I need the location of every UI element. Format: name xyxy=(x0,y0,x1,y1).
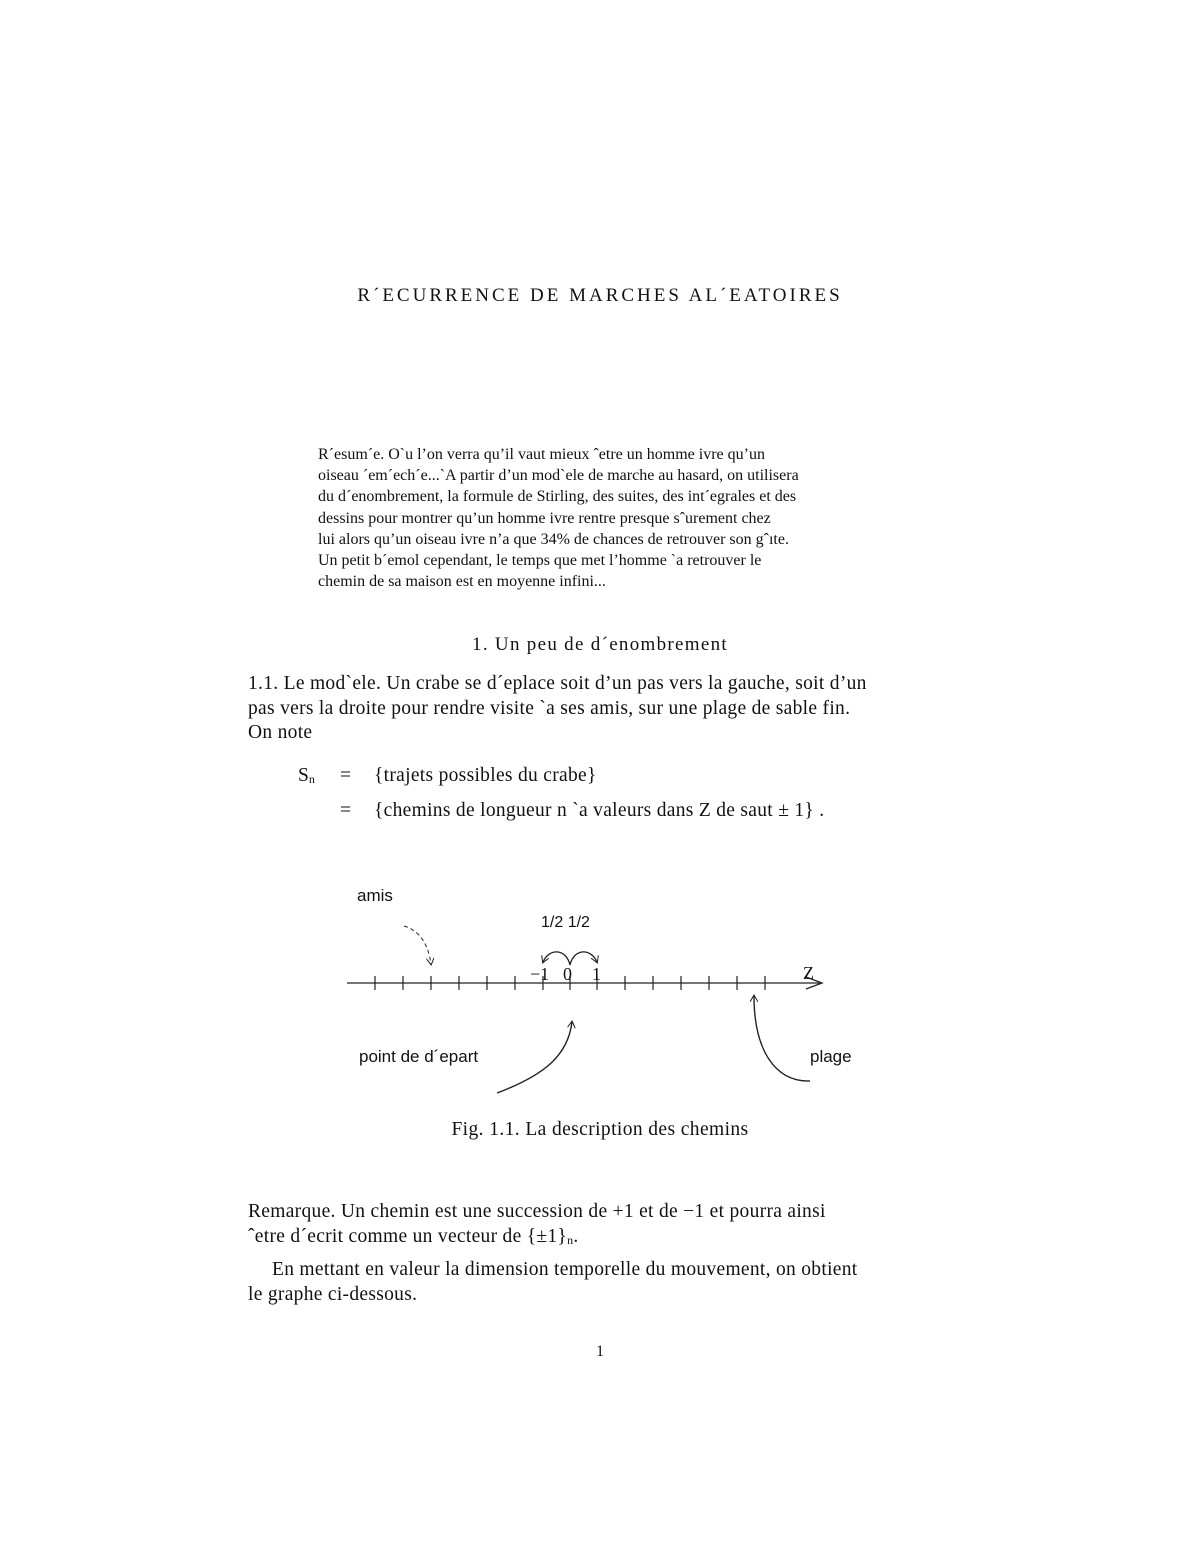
remark-end: . xyxy=(573,1225,579,1247)
equation-rhs-2: {chemins de longueur n `a valeurs dans Z de saut ± 1} . xyxy=(374,800,825,821)
paper-title: R´ECURRENCE DE MARCHES AL´EATOIRES xyxy=(357,285,843,306)
section-heading: 1. Un peu de d´enombrement xyxy=(472,634,728,655)
figure-label-amis: amis xyxy=(357,886,393,905)
axis-label-z: Z xyxy=(803,963,814,983)
page-number: 1 xyxy=(596,1343,604,1360)
remark-text: ˆetre d´ecrit comme un vecteur de {±1} xyxy=(248,1225,568,1247)
figure-label-probabilities: 1/2 1/2 xyxy=(541,914,590,931)
abstract-line: R´esum´e. O`u l’on verra qu’il vaut mieux ˆetre un homme ivre qu’un xyxy=(318,446,765,463)
paragraph-line: pas vers la droite pour rendre visite `a ses amis, sur une plage de sable fin. xyxy=(248,697,851,719)
equation-subscript: n xyxy=(308,772,315,786)
tick-label-minus-one: −1 xyxy=(530,964,550,984)
equation-equals-2: = xyxy=(340,800,351,821)
paragraph-line: 1.1. Le mod`ele. Un crabe se d´eplace soit d’un pas vers la gauche, soit d’un xyxy=(248,673,867,694)
abstract-line: chemin de sa maison est en moyenne infini... xyxy=(318,573,606,591)
abstract xyxy=(318,444,888,592)
abstract-line: dessins pour montrer qu’un homme ivre rentre presque sˆurement chez xyxy=(318,509,771,527)
equation-equals: = xyxy=(340,765,351,786)
paragraph-model xyxy=(248,672,867,746)
paragraph-line: le graphe ci-dessous. xyxy=(248,1283,418,1305)
paragraph-line: On note xyxy=(248,722,313,743)
plage-arrow xyxy=(754,996,810,1081)
abstract-line: du d´enombrement, la formule de Stirling, des suites, des int´egrales et des xyxy=(318,488,797,506)
figure-caption: Fig. 1.1. La description des chemins xyxy=(451,1119,749,1140)
remark-line xyxy=(248,1225,826,1253)
abstract-line: lui alors qu’un oiseau ivre n’a que 34% de chances de retrouver son gˆıte. xyxy=(318,530,789,548)
paragraph-temporal xyxy=(248,1258,858,1307)
paragraph-line: En mettant en valeur la dimension temporelle du mouvement, on obtient xyxy=(272,1259,858,1280)
abstract-line: oiseau ´em´ech´e...`A partir d’un mod`ele de marche au hasard, on utilisera xyxy=(318,467,799,485)
remark-line: Remarque. Un chemin est une succession de +1 et de −1 et pourra ainsi xyxy=(248,1201,826,1222)
paragraph-remark xyxy=(248,1200,826,1252)
figure-label-plage: plage xyxy=(810,1047,852,1066)
abstract-line: Un petit b´emol cependant, le temps que met l’homme `a retrouver le xyxy=(318,552,762,570)
tick-label-one: 1 xyxy=(592,964,601,984)
tick-label-zero: 0 xyxy=(563,964,572,984)
start-point-arrow xyxy=(497,1022,572,1093)
equation-symbol: S xyxy=(298,765,309,786)
equation-lhs xyxy=(298,765,315,787)
amis-arrow xyxy=(404,926,431,964)
equation-rhs-1: {trajets possibles du crabe} xyxy=(374,765,597,786)
figure-label-start: point de d´epart xyxy=(359,1047,479,1066)
remark-superscript: n xyxy=(567,1232,574,1247)
